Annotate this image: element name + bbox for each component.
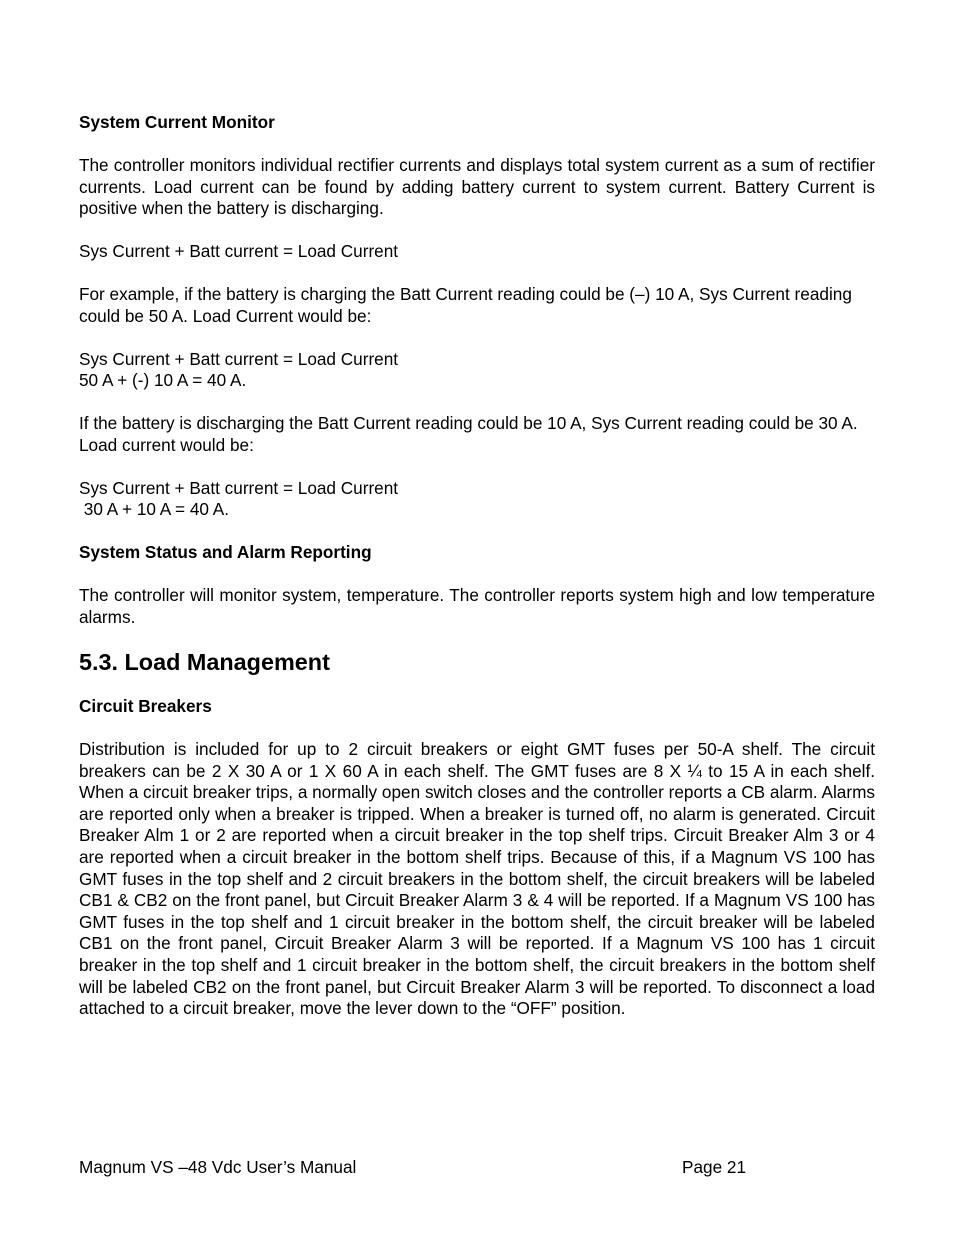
heading-circuit-breakers: Circuit Breakers — [79, 696, 212, 717]
formula-load-current: Sys Current + Batt current = Load Current — [79, 241, 399, 262]
paragraph-circuit-breakers: Distribution is included for up to 2 circuit breakers or eight GMT fuses per 50-A shelf. The circuit breakers can be 2 X 30 A or 1 X 60 A in each shelf. The GMT fuses are 8 X ¼ to 15 A in each shelf. When a circuit breaker trips, a normally open switch closes and the controller reports a CB alarm. Alarms are reported only when a breaker is tripped. When a breaker is turned off, no alarm is generated. Circuit Breaker Alm 1 or 2 are reported when a circuit breaker in the top shelf trips. Circuit Breaker Alm 3 or 4 are reported when a circuit breaker in the bottom shelf trips. Because of this, if a Magnum VS 100 has GMT fuses in the top shelf and 2 circuit breakers in the bottom shelf, the circuit breakers will be labeled CB1 & CB2 on the front panel, but Circuit Breaker Alarm 3 & 4 will be reported. If a Magnum VS 100 has GMT fuses in the top shelf and 1 circuit breaker in the bottom shelf, the circuit breaker will be labeled CB1 on the front panel, Circuit Breaker Alarm 3 will be reported. If a Magnum VS 100 has 1 circuit breaker in the top shelf and 1 circuit breaker in the bottom shelf, the circuit breakers in the bottom shelf will be labeled CB2 on the front panel, but Circuit Breaker Alarm 3 will be reported. To disconnect a load attached to a circuit breaker, move the lever down to the “OFF” position. — [79, 739, 875, 1019]
footer-manual-title: Magnum VS –48 Vdc User’s Manual — [79, 1157, 357, 1177]
charging-result: 50 A + (-) 10 A = 40 A. — [79, 370, 247, 391]
discharging-result: 30 A + 10 A = 40 A. — [79, 499, 230, 520]
footer-page-number: Page 21 — [682, 1157, 747, 1177]
discharging-example-equation — [79, 478, 875, 521]
paragraph-charging-example: For example, if the battery is charging the Batt Current reading could be (–) 10 A, Sys Current reading could be 50 A. Load Current would be: — [79, 284, 852, 326]
document-body — [79, 112, 875, 1041]
heading-system-status: System Status and Alarm Reporting — [79, 542, 372, 563]
discharging-formula: Sys Current + Batt current = Load Current — [79, 477, 399, 498]
charging-example-equation — [79, 349, 875, 392]
paragraph-system-status: The controller will monitor system, temperature. The controller reports system high and low temperature alarms. — [79, 585, 875, 628]
section-title-load-management: 5.3. Load Management — [79, 649, 330, 676]
paragraph-current-monitor-intro: The controller monitors individual rectifier currents and displays total system current as a sum of rectifier currents. Load current can be found by adding battery current to system current. Battery Current is positive when the battery is discharging. — [79, 154, 875, 219]
charging-formula: Sys Current + Batt current = Load Current — [79, 348, 399, 369]
heading-system-current-monitor: System Current Monitor — [79, 112, 275, 132]
paragraph-discharging-example: If the battery is discharging the Batt Current reading could be 10 A, Sys Current reading could be 30 A. Load current would be: — [79, 413, 858, 455]
